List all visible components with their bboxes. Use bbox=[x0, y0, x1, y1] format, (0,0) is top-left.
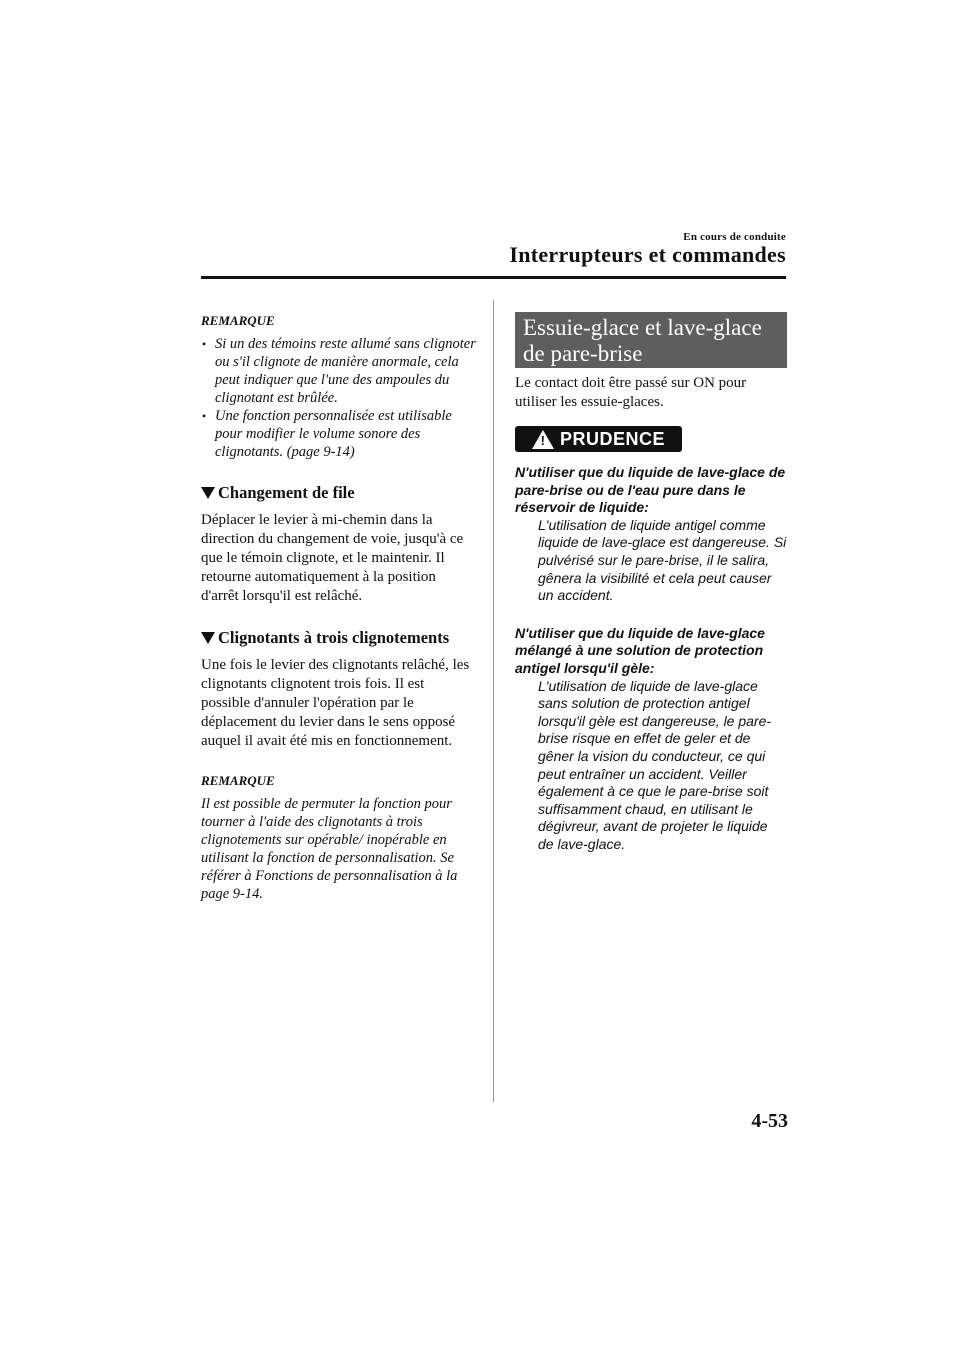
three-flash-heading-text: Clignotants à trois clignotements bbox=[218, 628, 450, 647]
lane-change-heading-text: Changement de file bbox=[218, 483, 355, 502]
note-list bbox=[201, 335, 476, 461]
caution-label: PRUDENCE bbox=[559, 428, 665, 449]
note-title: REMARQUE bbox=[201, 773, 275, 788]
column-divider bbox=[493, 300, 494, 1102]
section-title: Essuie-glace et lave-glace de pare-brise bbox=[515, 312, 787, 368]
chapter-label: En cours de conduite bbox=[683, 231, 786, 243]
caution-banner bbox=[515, 426, 682, 452]
caution-block bbox=[515, 464, 787, 853]
page-section-title: Interrupteurs et commandes bbox=[509, 242, 786, 267]
header-rule bbox=[201, 276, 786, 279]
lane-change-text: Déplacer le levier à mi-chemin dans la direction du changement de voie, jusqu'à ce que le témoin clignote, et le maintenir. Il retourne automatiquement à la position d'arrêt lorsqu'il est relâché. bbox=[201, 512, 464, 604]
note-text: Il est possible de permuter la fonction pour tourner à l'aide des clignotants à trois clignotements sur opérable/ inopérable en utilisant la fonction de personnalisation. Se référer à Fonctions de personnalisation à la page 9-14. bbox=[201, 796, 458, 902]
warning-body: L'utilisation de liquide antigel comme liquide de lave-glace est dangereuse. Si pulvérisé sur le pare-brise, il le salira, gênera la visibilité et cela peut causer un accident. bbox=[538, 516, 787, 604]
warning-icon: ! bbox=[532, 430, 554, 449]
warning-heading: N'utiliser que du liquide de lave-glace mélangé à une solution de protection antigel lorsqu'il gèle: bbox=[515, 624, 765, 676]
intro-text: Le contact doit être passé sur ON pour utiliser les essuie-glaces. bbox=[515, 375, 747, 410]
page-number: 4-53 bbox=[751, 1110, 788, 1132]
bullet-icon: • bbox=[202, 337, 207, 351]
three-flash-text: Une fois le levier des clignotants relâché, les clignotants clignotent trois fois. Il est possible d'annuler l'opération par le déplacement du levier dans le sens opposé auquel il avait été mis en fonctionnement. bbox=[201, 657, 470, 749]
bullet-icon: • bbox=[202, 409, 207, 423]
note-title: REMARQUE bbox=[201, 313, 275, 328]
note-item-text: Si un des témoins reste allumé sans clignoter ou s'il clignote de manière anormale, cela peut indiquer que l'une des ampoules du clignotant est brûlée. bbox=[215, 336, 476, 406]
triangle-down-icon bbox=[201, 487, 215, 499]
right-column bbox=[515, 312, 787, 853]
lane-change-heading bbox=[201, 483, 476, 503]
warning-heading: N'utiliser que du liquide de lave-glace de pare-brise ou de l'eau pure dans le réservoir de liquide: bbox=[515, 464, 786, 516]
three-flash-heading bbox=[201, 628, 476, 648]
note-item bbox=[201, 407, 476, 461]
left-column bbox=[201, 311, 476, 903]
note-item bbox=[201, 335, 476, 407]
warning-body: L'utilisation de liquide de lave-glace sans solution de protection antigel lorsqu'il gèle est dangereuse, le pare-brise risque en effet de geler et de gêner la vision du conducteur, ce qui peut entraîner un accident. Veiller également à ce que le pare-brise soit suffisamment chaud, en utilisant le dégivreur, avant de projeter le liquide de lave-glace. bbox=[538, 677, 772, 852]
triangle-down-icon bbox=[201, 632, 215, 644]
note-item-text: Une fonction personnalisée est utilisable pour modifier le volume sonore des clignotants. (page 9-14) bbox=[215, 408, 452, 460]
